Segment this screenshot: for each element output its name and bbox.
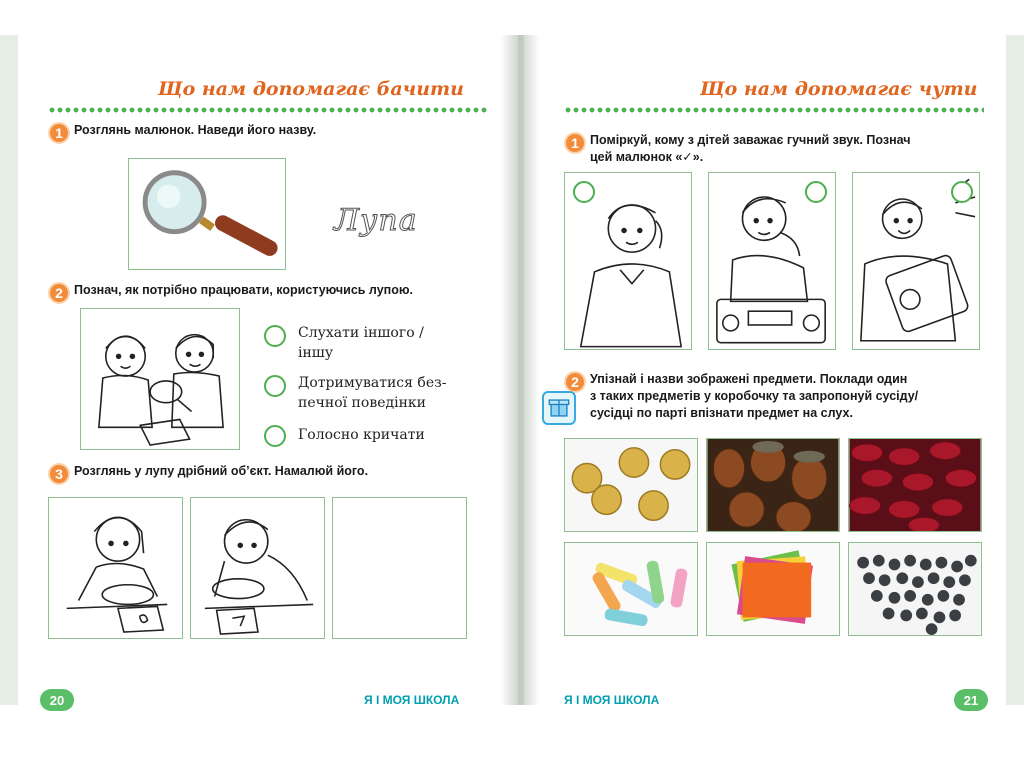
book-spread: [0, 35, 1024, 708]
page-number-left: 20: [40, 689, 74, 711]
check-circle-2[interactable]: [805, 181, 827, 203]
magnifier-icon: [129, 159, 285, 269]
left-task-1: [48, 122, 316, 144]
left-page-title: Що нам допомагає бачити: [158, 78, 464, 100]
boy-illustration: [191, 498, 324, 638]
page-number-right: 21: [954, 689, 988, 711]
right-task-2: [564, 371, 918, 422]
task-number-badge: 2: [564, 371, 586, 393]
photo-metal-balls: [848, 542, 982, 636]
photo-acorns: [706, 438, 840, 532]
option-checkbox-3[interactable]: [264, 425, 286, 447]
acorns-image: [707, 439, 839, 531]
right-title-divider: [564, 107, 984, 113]
girl-illustration: [49, 498, 182, 638]
task-instruction: Розглянь малюнок. Наведи його назву.: [74, 123, 317, 137]
task-instruction: Упізнай і назви зображені предмети. Поклади один з таких предметів у коробочку та запропонуй сусіду/ сусідці по парті впізнати предмет на слух.: [590, 372, 919, 420]
beans-image: [849, 439, 981, 531]
left-task-2: [48, 282, 413, 304]
task-number-badge: 1: [564, 132, 586, 154]
right-task-1: [564, 132, 911, 166]
task-instruction: Познач, як потрібно працювати, користуючись лупою.: [74, 283, 413, 297]
task-number-badge: 3: [48, 463, 70, 485]
boy-with-magnifier-picture: [190, 497, 325, 639]
task-number-badge: 1: [48, 122, 70, 144]
coins-image: [565, 439, 697, 531]
option-checkbox-2[interactable]: [264, 375, 286, 397]
colored-paper-image: [707, 543, 839, 635]
option-label-1: Слухати іншого / іншу: [298, 325, 424, 361]
girl-with-magnifier-picture: [48, 497, 183, 639]
right-page: [524, 35, 1006, 708]
handwritten-word-tracing: Лупа: [334, 203, 418, 238]
book-gutter: [500, 35, 540, 705]
children-with-magnifier-picture: [80, 308, 240, 450]
right-page-title: Що нам допомагає чути: [700, 78, 978, 100]
photo-beans: [848, 438, 982, 532]
task-number-badge: 2: [48, 282, 70, 304]
left-title-divider: [48, 107, 488, 113]
check-circle-3[interactable]: [951, 181, 973, 203]
boy-loud-speaker-picture: [852, 172, 980, 350]
option-label-3: Голосно кричати: [298, 427, 425, 443]
photo-chalk: [564, 542, 698, 636]
drawing-area-empty[interactable]: [332, 497, 467, 639]
option-checkbox-1[interactable]: [264, 325, 286, 347]
magnifier-picture: [128, 158, 286, 270]
box-with-gift-icon: [542, 391, 576, 425]
boy-listening-picture: [564, 172, 692, 350]
footer-series-left: Я І МОЯ ШКОЛА: [364, 693, 460, 707]
boy-radio-picture: [708, 172, 836, 350]
check-circle-1[interactable]: [573, 181, 595, 203]
metal-balls-image: [849, 543, 981, 635]
footer-series-right: Я І МОЯ ШКОЛА: [564, 693, 660, 707]
photo-coins: [564, 438, 698, 532]
children-illustration: [81, 309, 239, 449]
chalk-image: [565, 543, 697, 635]
task-instruction: Розглянь у лупу дрібний об’єкт. Намалюй його.: [74, 464, 369, 478]
left-page: [18, 35, 518, 708]
left-task-3: [48, 463, 368, 485]
task-instruction: Поміркуй, кому з дітей заважає гучний звук. Познач цей малюнок «✓».: [590, 133, 911, 164]
option-label-2: Дотримуватися без- печної поведінки: [298, 375, 447, 411]
photo-colored-paper: [706, 542, 840, 636]
